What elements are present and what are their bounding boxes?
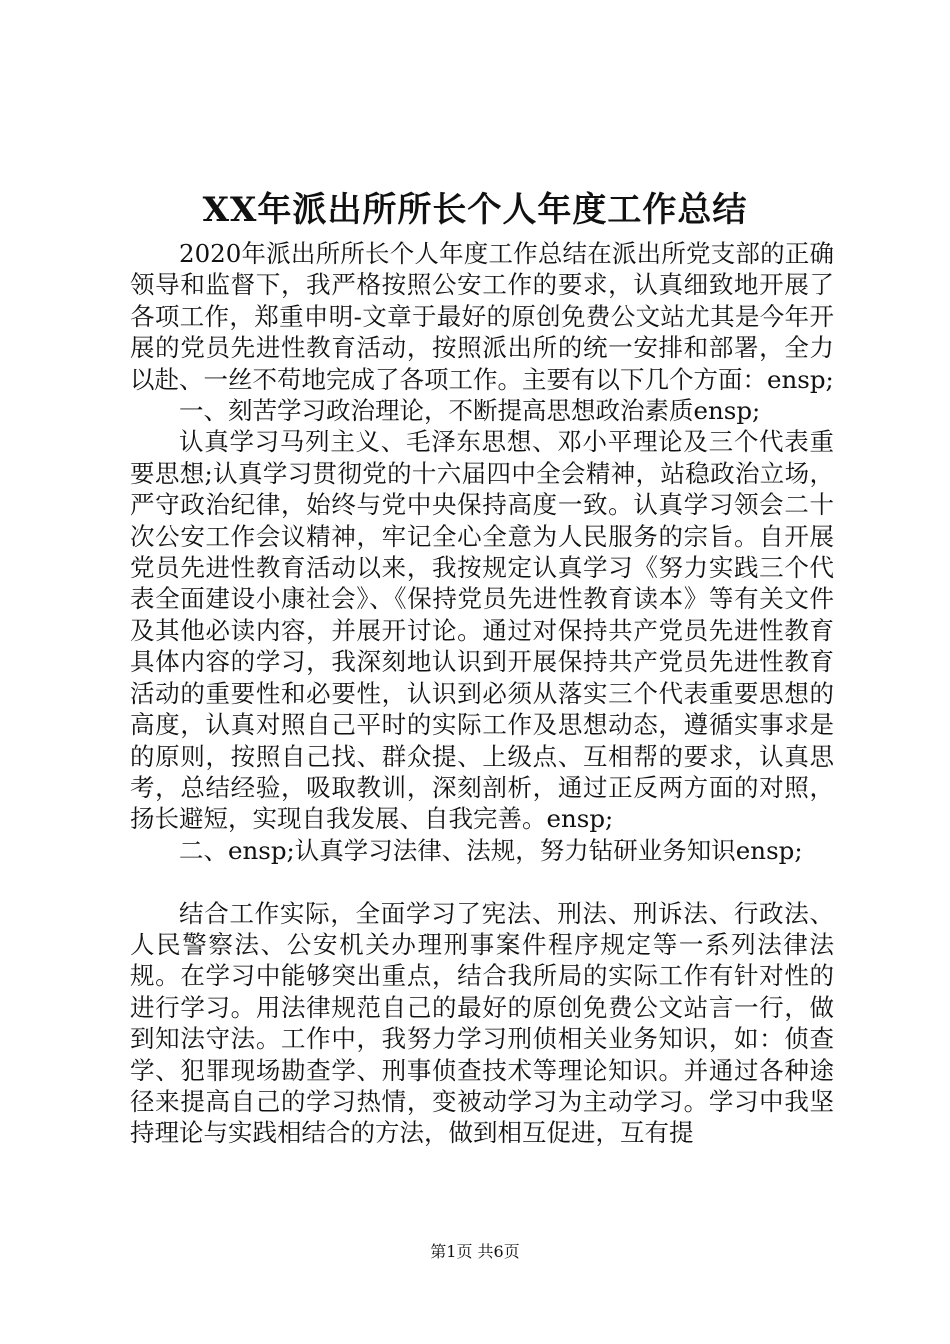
section-heading-1: 一、刻苦学习政治理论，不断提高思想政治素质ensp; [179,396,761,426]
paragraph-intro: 2020年派出所所长个人年度工作总结在派出所党支部的正确领导和监督下，我严格按照公安工作的要求，认真细致地开展了各项工作，郑重申明-文章于最好的原创免费公文站尤其是今年开展的党员先进性教育活动，按照派出所的统一安排和部署，全力以赴、一丝不苟地完成了各项工作。主要有以下几个方面：ensp; [130,239,834,394]
blank-line [130,866,834,897]
paragraph-section-1: 认真学习马列主义、毛泽东思想、邓小平理论及三个代表重要思想;认真学习贯彻党的十六届四中全会精神，站稳政治立场，严守政治纪律，始终与党中央保持高度一致。认真学习领会二十次公安工作会议精神，牢记全心全意为人民服务的宗旨。自开展党员先进性教育活动以来，我按规定认真学习《努力实践三个代表全面建设小康社会》、《保持党员先进性教育读本》等有关文件及其他必读内容，并展开讨论。通过对保持共产党员先进性教育具体内容的学习，我深刻地认识到开展保持共产党员先进性教育活动的重要性和必要性，认识到必须从落实三个代表重要思想的高度，认真对照自己平时的实际工作及思想动态，遵循实事求是的原则，按照自己找、群众提、上级点、互相帮的要求，认真思考，总结经验，吸取教训，深刻剖析，通过正反两方面的对照，扬长避短，实现自我发展、自我完善。ensp; [130,427,834,834]
page-footer: 第1页 共6页 [430,1242,520,1261]
paragraph-section-2: 结合工作实际，全面学习了宪法、刑法、刑诉法、行政法、人民警察法、公安机关办理刑事案件程序规定等一系列法律法规。在学习中能够突出重点，结合我所局的实际工作有针对性的进行学习。用法律规范自己的最好的原创免费公文站言一行，做到知法守法。工作中，我努力学习刑侦相关业务知识，如：侦查学、犯罪现场勘查学、刑事侦查技术等理论知识。并通过各种途径来提高自己的学习热情，变被动学习为主动学习。学习中我坚持理论与实践相结合的方法，做到相互促进，互有提 [130,898,834,1148]
document-body [130,238,834,1149]
section-heading-2: 二、ensp;认真学习法律、法规，努力钻研业务知识ensp; [179,835,803,865]
page-title: XX年派出所所长个人年度工作总结 [202,190,748,230]
